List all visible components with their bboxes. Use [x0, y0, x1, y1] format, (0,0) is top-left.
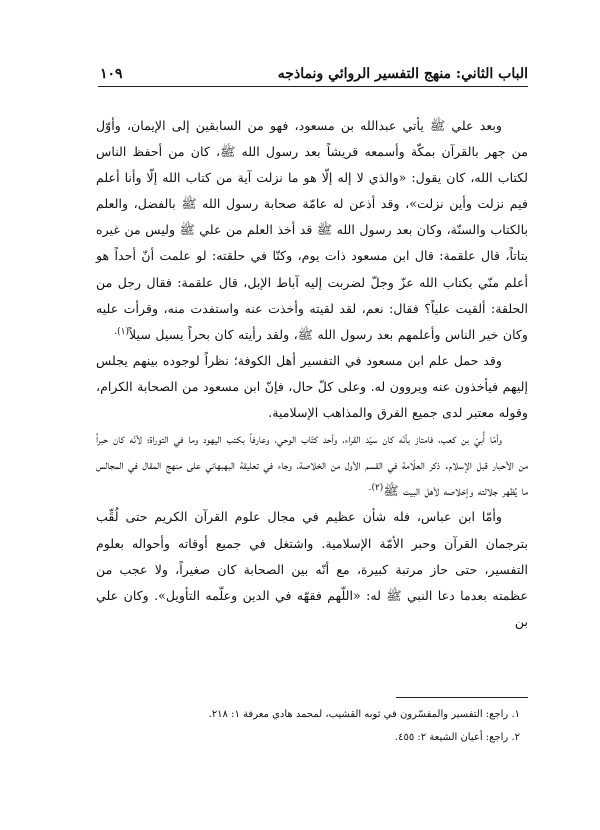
header-divider — [98, 86, 528, 87]
footnote-ref-2[interactable]: (٢). — [368, 483, 384, 494]
page-number: ١٠٩ — [100, 66, 123, 82]
footnotes — [96, 703, 520, 749]
footnote-ref-1[interactable]: (١). — [114, 326, 130, 337]
paragraph-ibn-masud — [96, 113, 528, 348]
footnote-1: ١. راجع: التفسير والمفسّرون في ثوبه القشيب، لمحمد هادي معرفة ١: ٢١٨. — [208, 709, 520, 720]
footnote-2: ٢. راجع: أعيان الشيعة ٢: ٤٥٥. — [394, 732, 520, 743]
running-header — [100, 58, 528, 82]
footnote-divider — [396, 697, 528, 698]
body-text — [96, 113, 528, 635]
paragraph-kufa — [96, 348, 528, 426]
paragraph-text: وأمّا أُبيّ بن كعب، فامتاز بأنّه كان سيّد القراء، وأحد كتّاب الوحي، وعارفاً بكتب اليهود وما في التوراة؛ لأنّه كان حبراً من الأحبار قبل الإسلام. ذكر العلّامة في القسم الأول من الخلاصة، وجاء في تعليقة البهبهاني على منهج المقال في المجالس ما يُظهر جلالته وإخلاصه لأهل البيت ﷺ — [96, 431, 528, 499]
paragraph-text: وقد حمل علم ابن مسعود في التفسير أهل الكوفة؛ نظراً لوجوده بينهم يجلس إليهم فيأخذون عنه ويروون له. وعلى كلّ حال، فإنّ ابن مسعود من الصحابة الكرام، وقوله معتبر لدى جميع الفرق والمذاهب الإسلامية. — [96, 352, 528, 421]
chapter-title: الباب الثاني: منهج التفسير الروائي ونماذجه — [277, 66, 528, 82]
paragraph-ibn-abbas — [96, 504, 528, 634]
paragraph-ubayy — [96, 426, 528, 504]
paragraph-text: وبعد علي ﷺ يأتي عبدالله بن مسعود، فهو من السابقين إلى الإيمان، وأوّل من جهر بالقرآن بمكّة وأسمعه قريشاً بعد رسول الله ﷺ، كان من أحفظ الناس لكتاب الله، كان يقول: «والذي لا إله إلّا هو ما نزلت آية من كتاب الله إلّا وأنا أعلم فيم نزلت وأين نزلت»، وقد أذعن له عامّة صحابة رسول الله ﷺ بالفضل، والعلم بالكتاب والسنّة، وكان بعد رسول الله ﷺ قد أخذ العلم من علي ﷺ وليس من غيره بتاتاً، قال علقمة: قال ابن مسعود ذات يوم، وكنّا في حلقته: لو علمت أنّ أحداً هو أعلم منّي بكتاب الله عزّ وجلّ لضربت إليه آباط الإبل، قال علقمة: فقال رجل من الحلقة: ألقيت علياً؟ فقال: نعم، لقد لقيته وأخذت عنه واستفدت منه، وقرأت عليه وكان خير الناس وأعلمهم بعد رسول الله ﷺ، ولقد رأيته كان بحراً يسيل سيلاً — [96, 118, 528, 342]
paragraph-text: وأمّا ابن عباس، فله شأن عظيم في مجال علوم القرآن الكريم حتى لُقِّب بترجمان القرآن وحبر الأمّة الإسلامية. واشتغل في جميع أوقاته وأحواله بعلوم التفسير، حتى حاز مرتبة كبيرة، مع أنّه بين الصحابة كان صغيراً، ولا عجب من عظمته بعدما دعا النبي ﷺ له: «اللّهم فقهّه في الدين وعلّمه التأويل». وكان علي بن — [96, 509, 528, 629]
